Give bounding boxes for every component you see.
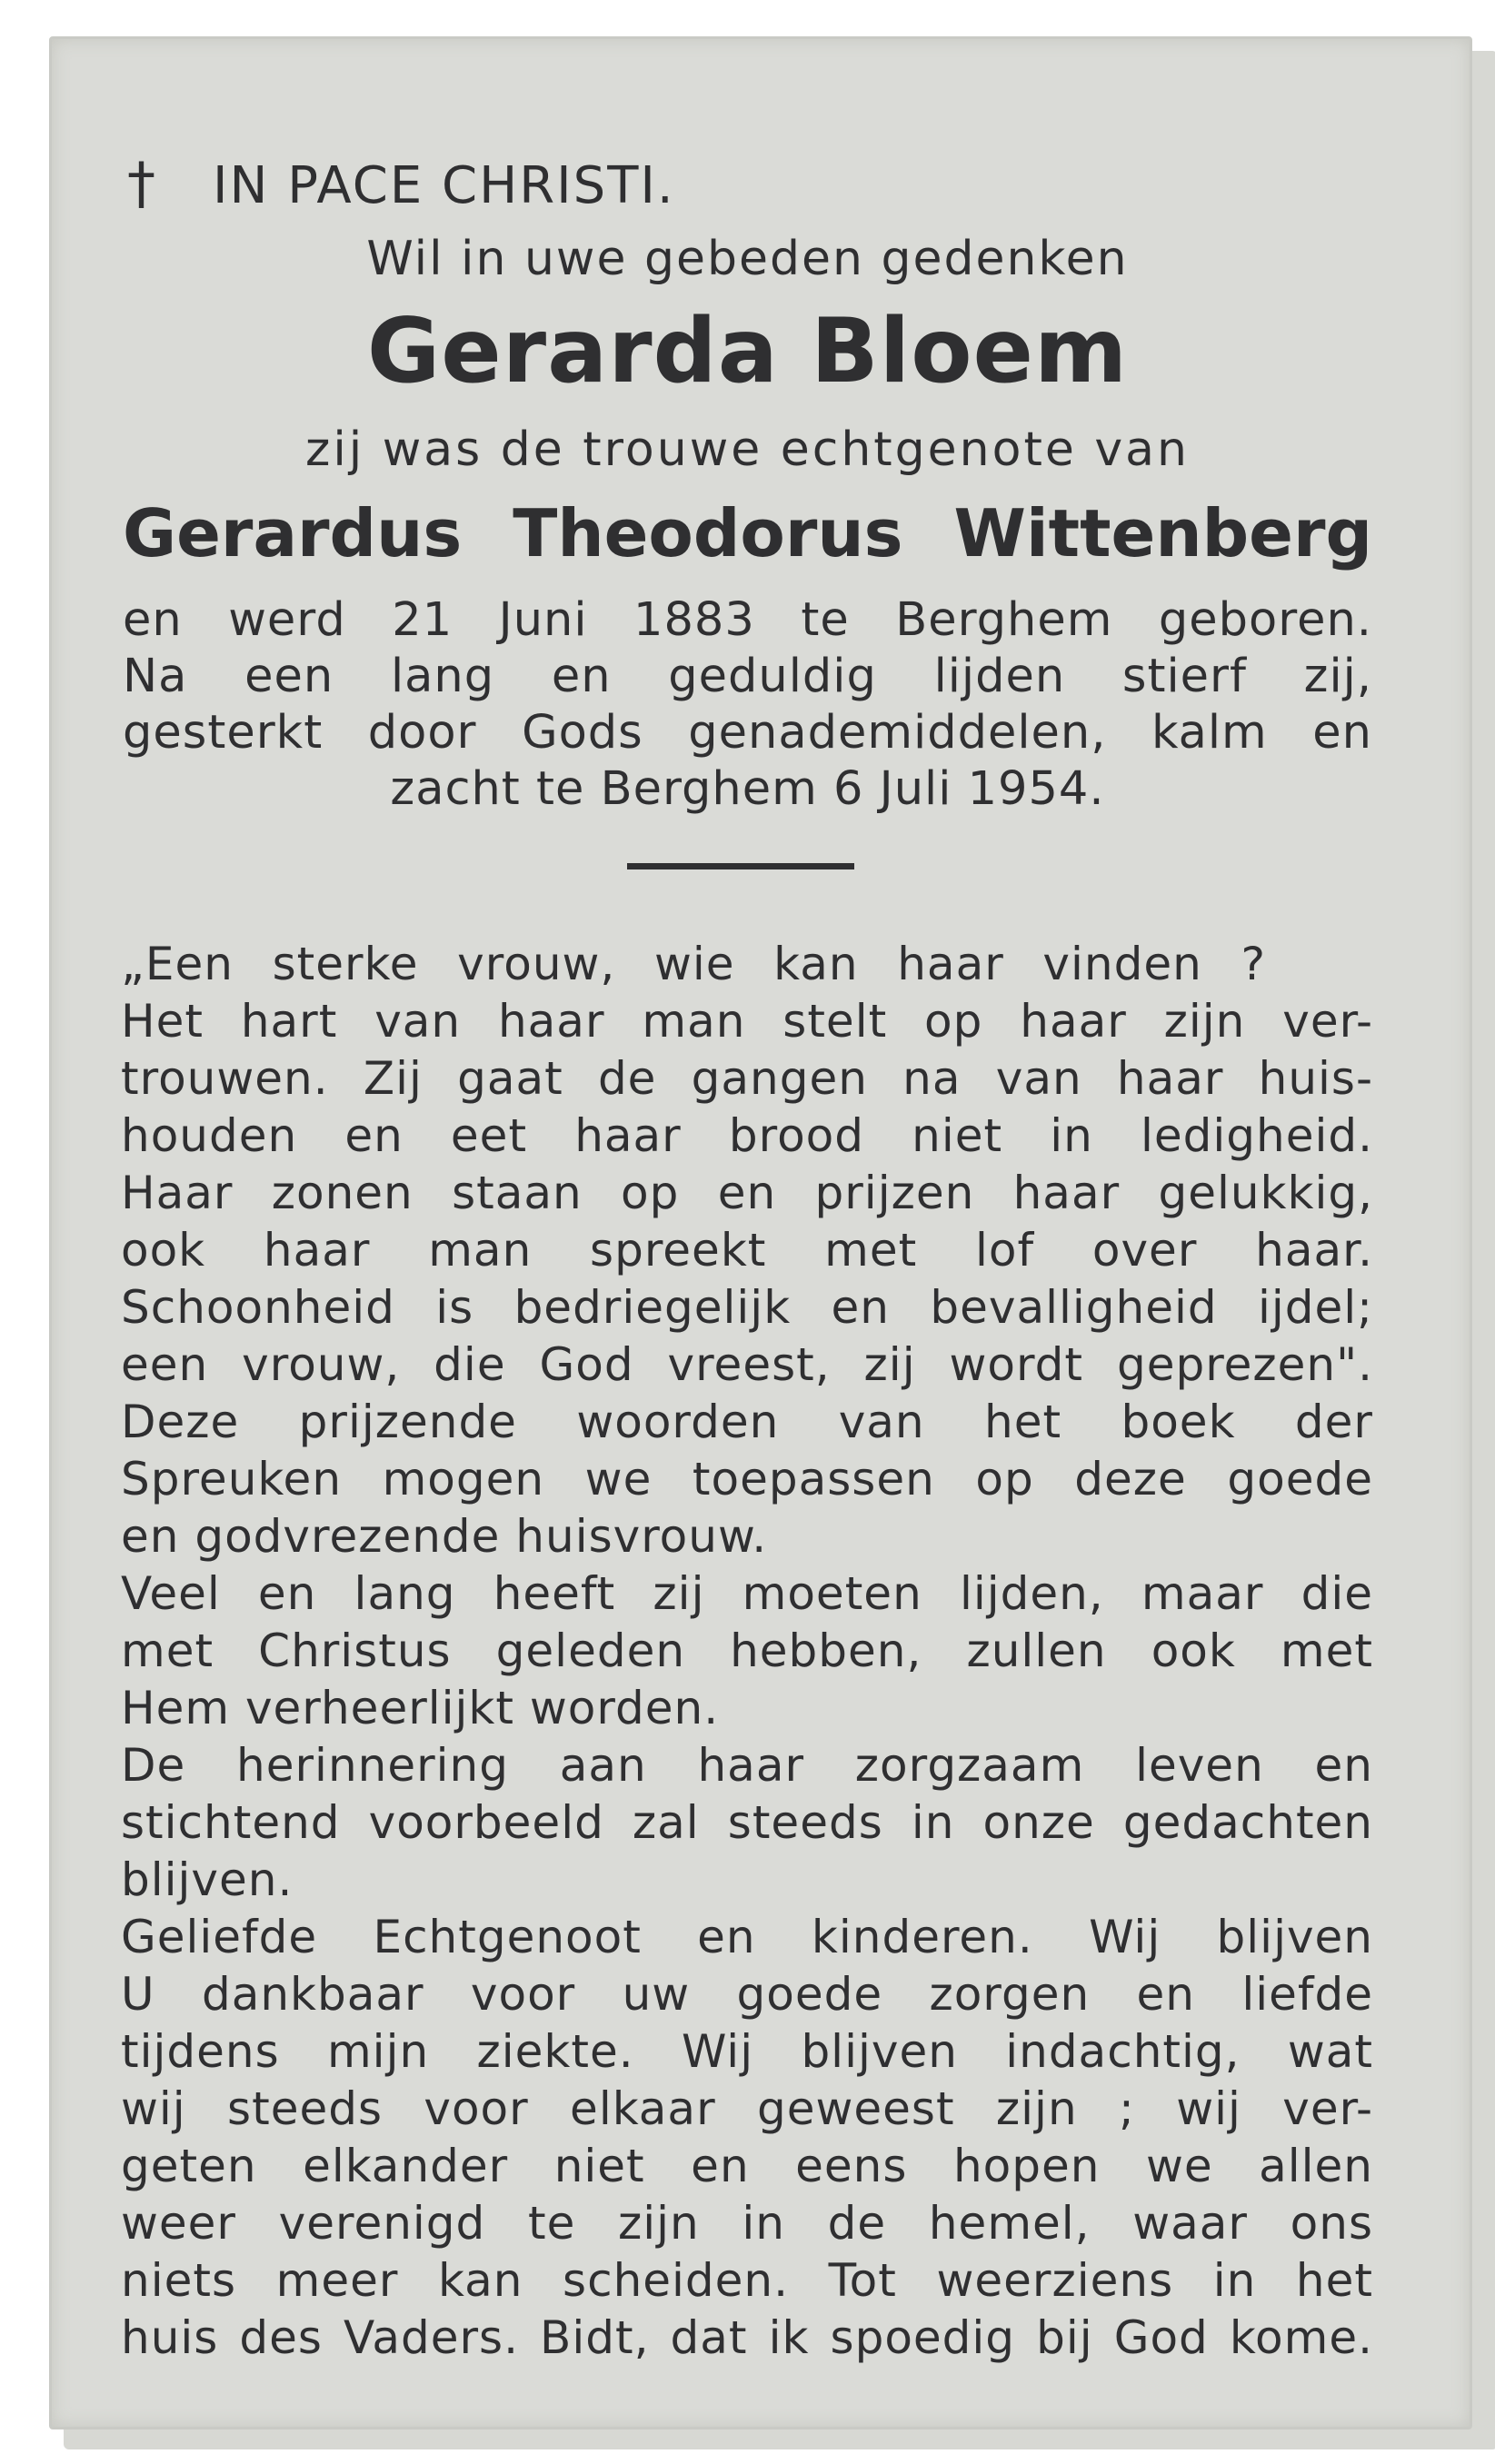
text-line: houden en eet haar brood niet in ledigheid. — [121, 1109, 1373, 1162]
header-text: IN PACE CHRISTI. — [213, 156, 675, 215]
text-line: Het hart van haar man stelt op haar zijn ver- — [121, 995, 1373, 1048]
text-line: trouwen. Zij gaat de gangen na van haar huis- — [121, 1052, 1373, 1105]
text-line: en godvrezende huisvrouw. — [121, 1510, 768, 1563]
text-line: Deze prijzende woorden van het boek der — [121, 1396, 1373, 1448]
intro-line: Wil in uwe gebeden gedenken — [366, 232, 1129, 286]
biography — [123, 592, 1372, 818]
text-line: Veel en lang heeft zij moeten lijden, maar die — [121, 1567, 1373, 1620]
text-line: blijven. — [121, 1853, 294, 1906]
relation-line: zij was de trouwe echtgenote van — [305, 422, 1190, 477]
bio-line: Na een lang en geduldig lijden stierf zij, — [123, 650, 1372, 703]
text-line: Hem verheerlijkt worden. — [121, 1682, 720, 1734]
bio-line: en werd 21 Juni 1883 te Berghem geboren. — [123, 593, 1372, 647]
text-line: Schoonheid is bedriegelijk en bevalligheid ijdel; — [121, 1281, 1373, 1334]
text-line: Geliefde Echtgenoot en kinderen. Wij blijven — [121, 1911, 1373, 1963]
divider-rule — [627, 863, 854, 869]
text-line: met Christus geleden hebben, zullen ook met — [121, 1624, 1373, 1677]
text-line: „Een sterke vrouw, wie kan haar vinden ? — [121, 938, 1266, 990]
header-in-pace-christi — [127, 150, 675, 216]
memorial-text — [121, 936, 1373, 2367]
text-line: huis des Vaders. Bidt, dat ik spoedig bij God kome. — [121, 2311, 1373, 2364]
cross-icon: † — [127, 150, 157, 216]
text-line: wij steeds voor elkaar geweest zijn ; wij ver- — [121, 2082, 1373, 2135]
text-line: Haar zonen staan op en prijzen haar gelukkig, — [121, 1167, 1373, 1219]
text-line: niets meer kan scheiden. Tot weerziens in het — [121, 2254, 1373, 2307]
deceased-name: Gerarda Bloem — [366, 300, 1129, 403]
text-line: Spreuken mogen we toepassen op deze goede — [121, 1453, 1373, 1505]
text-line: De herinnering aan haar zorgzaam leven en — [121, 1739, 1373, 1792]
bio-line: zacht te Berghem 6 Juli 1954. — [390, 762, 1105, 816]
text-line: weer verenigd te zijn in de hemel, waar ons — [121, 2197, 1373, 2250]
text-line: geten elkander niet en eens hopen we allen — [121, 2140, 1373, 2192]
bio-line: gesterkt door Gods genademiddelen, kalm en — [123, 706, 1372, 760]
text-line: ook haar man spreekt met lof over haar. — [121, 1224, 1373, 1277]
text-line: U dankbaar voor uw goede zorgen en liefde — [121, 1968, 1373, 2021]
spouse-name: Gerardus Theodorus Wittenberg — [123, 495, 1372, 571]
text-line: stichtend voorbeeld zal steeds in onze gedachten — [121, 1796, 1373, 1849]
text-line: tijdens mijn ziekte. Wij blijven indachtig, wat — [121, 2025, 1373, 2078]
text-line: een vrouw, die God vreest, zij wordt geprezen". — [121, 1338, 1373, 1391]
